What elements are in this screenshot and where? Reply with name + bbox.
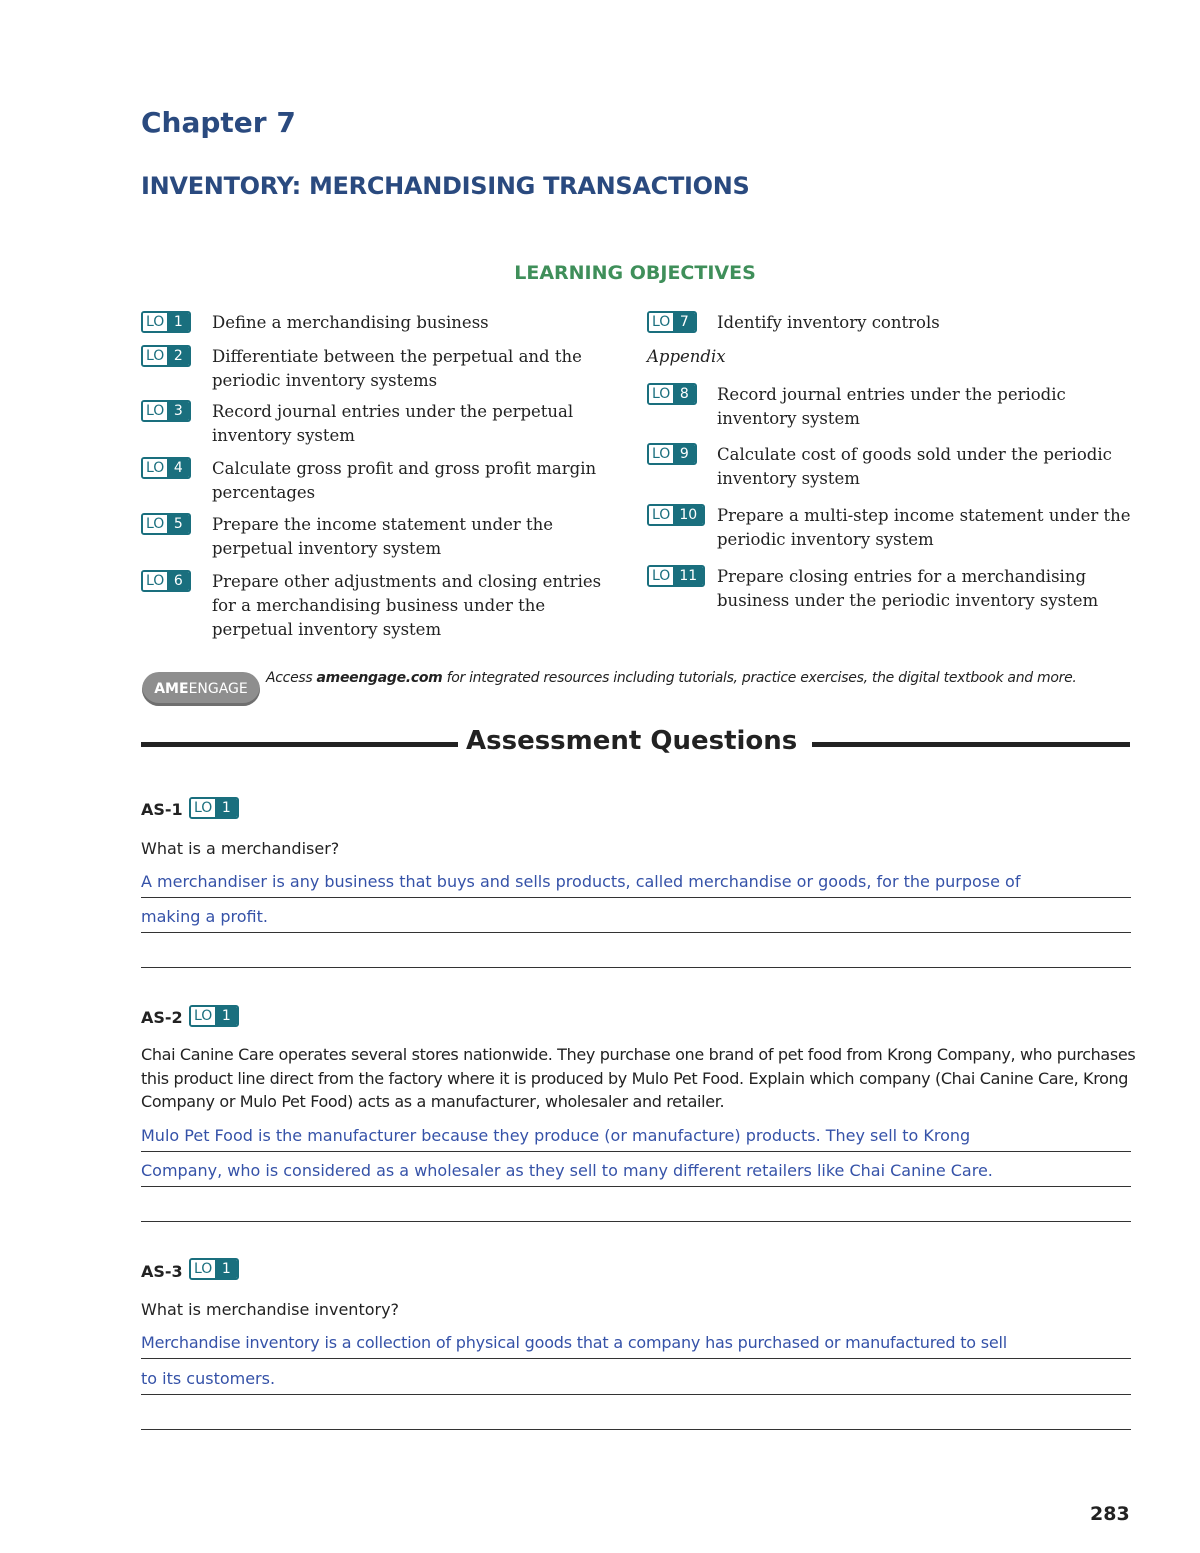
answer-line[interactable]: Merchandise inventory is a collection of physical goods that a company has purchased or manufactured to sell — [141, 1333, 1008, 1352]
answer-rule — [141, 1429, 1131, 1430]
objective-text: Identify inventory controls — [717, 313, 940, 332]
objective-text: Calculate gross profit and gross profit margin percentages — [212, 459, 597, 502]
objective-text: Prepare the income statement under the perpetual inventory system — [212, 515, 554, 558]
lo-badge: LO 8 — [647, 383, 697, 405]
answer-rule — [141, 932, 1131, 933]
objective-text: Differentiate between the perpetual and the periodic inventory systems — [212, 347, 582, 390]
answer-rule — [141, 1221, 1131, 1222]
lo-badge: LO 3 — [141, 400, 191, 422]
page-number: 283 — [1090, 1503, 1130, 1525]
chapter-title: INVENTORY: MERCHANDISING TRANSACTIONS — [141, 172, 750, 200]
answer-line[interactable]: to its customers. — [141, 1369, 276, 1388]
ameengage-note: Access ameengage.com for integrated resources including tutorials, practice exercises, the digital textbook and more. — [266, 670, 1077, 686]
appendix-label: Appendix — [647, 347, 726, 366]
question-text: Chai Canine Care operates several stores nationwide. They purchase one brand of pet food from Krong Company, who purchases this product line direct from the factory where it is produced by Mulo Pet Food. Explain which company (Chai Canine Care, Krong Company or Mulo Pet Food) acts as a manufacturer, wholesaler and retailer. — [141, 1045, 1136, 1111]
lo-badge: LO 2 — [141, 345, 191, 367]
question-text: What is a merchandiser? — [141, 839, 340, 858]
lo-badge: LO 7 — [647, 311, 697, 333]
lo-badge: LO 5 — [141, 513, 191, 535]
assessment-title: Assessment Questions — [466, 726, 798, 756]
objective-text: Calculate cost of goods sold under the periodic inventory system — [717, 445, 1112, 488]
question-label: AS-3 — [141, 1262, 183, 1281]
answer-line[interactable]: Mulo Pet Food is the manufacturer because they produce (or manufacture) products. They sell to Krong — [141, 1126, 971, 1145]
answer-rule — [141, 1151, 1131, 1152]
answer-rule — [141, 1358, 1131, 1359]
lo-badge: LO 11 — [647, 565, 705, 587]
lo-badge: LO 1 — [189, 1258, 239, 1280]
ameengage-logo: AME ENGAGE — [142, 672, 260, 706]
lo-badge: LO 10 — [647, 504, 705, 526]
lo-badge: LO 1 — [189, 797, 239, 819]
ameengage-link[interactable]: ameengage.com — [316, 670, 443, 686]
objective-text: Prepare closing entries for a merchandising business under the periodic inventory system — [717, 567, 1099, 610]
question-label: AS-1 — [141, 800, 183, 819]
answer-rule — [141, 897, 1131, 898]
chapter-label: Chapter 7 — [141, 106, 296, 139]
objective-text: Prepare other adjustments and closing entries for a merchandising business under the perpetual inventory system — [212, 572, 602, 639]
objective-text: Record journal entries under the perpetual inventory system — [212, 402, 574, 445]
answer-line[interactable]: making a profit. — [141, 907, 268, 926]
learning-objectives-heading: LEARNING OBJECTIVES — [514, 262, 756, 284]
answer-line[interactable]: A merchandiser is any business that buys and sells products, called merchandise or goods, for the purpose of — [141, 872, 1021, 891]
lo-badge: LO 6 — [141, 570, 191, 592]
lo-badge: LO 1 — [141, 311, 191, 333]
lo-badge: LO 4 — [141, 457, 191, 479]
answer-line[interactable]: Company, who is considered as a wholesaler as they sell to many different retailers like Chai Canine Care. — [141, 1161, 993, 1180]
answer-rule — [141, 1186, 1131, 1187]
question-label: AS-2 — [141, 1008, 183, 1027]
objective-text: Record journal entries under the periodic inventory system — [717, 385, 1066, 428]
objective-text: Prepare a multi-step income statement under the periodic inventory system — [717, 506, 1131, 549]
answer-rule — [141, 967, 1131, 968]
lo-badge: LO 9 — [647, 443, 697, 465]
answer-rule — [141, 1394, 1131, 1395]
question-text: What is merchandise inventory? — [141, 1300, 400, 1319]
objective-text: Define a merchandising business — [212, 313, 489, 332]
section-rule-left — [141, 742, 458, 747]
lo-badge: LO 1 — [189, 1005, 239, 1027]
section-rule-right — [812, 742, 1130, 747]
